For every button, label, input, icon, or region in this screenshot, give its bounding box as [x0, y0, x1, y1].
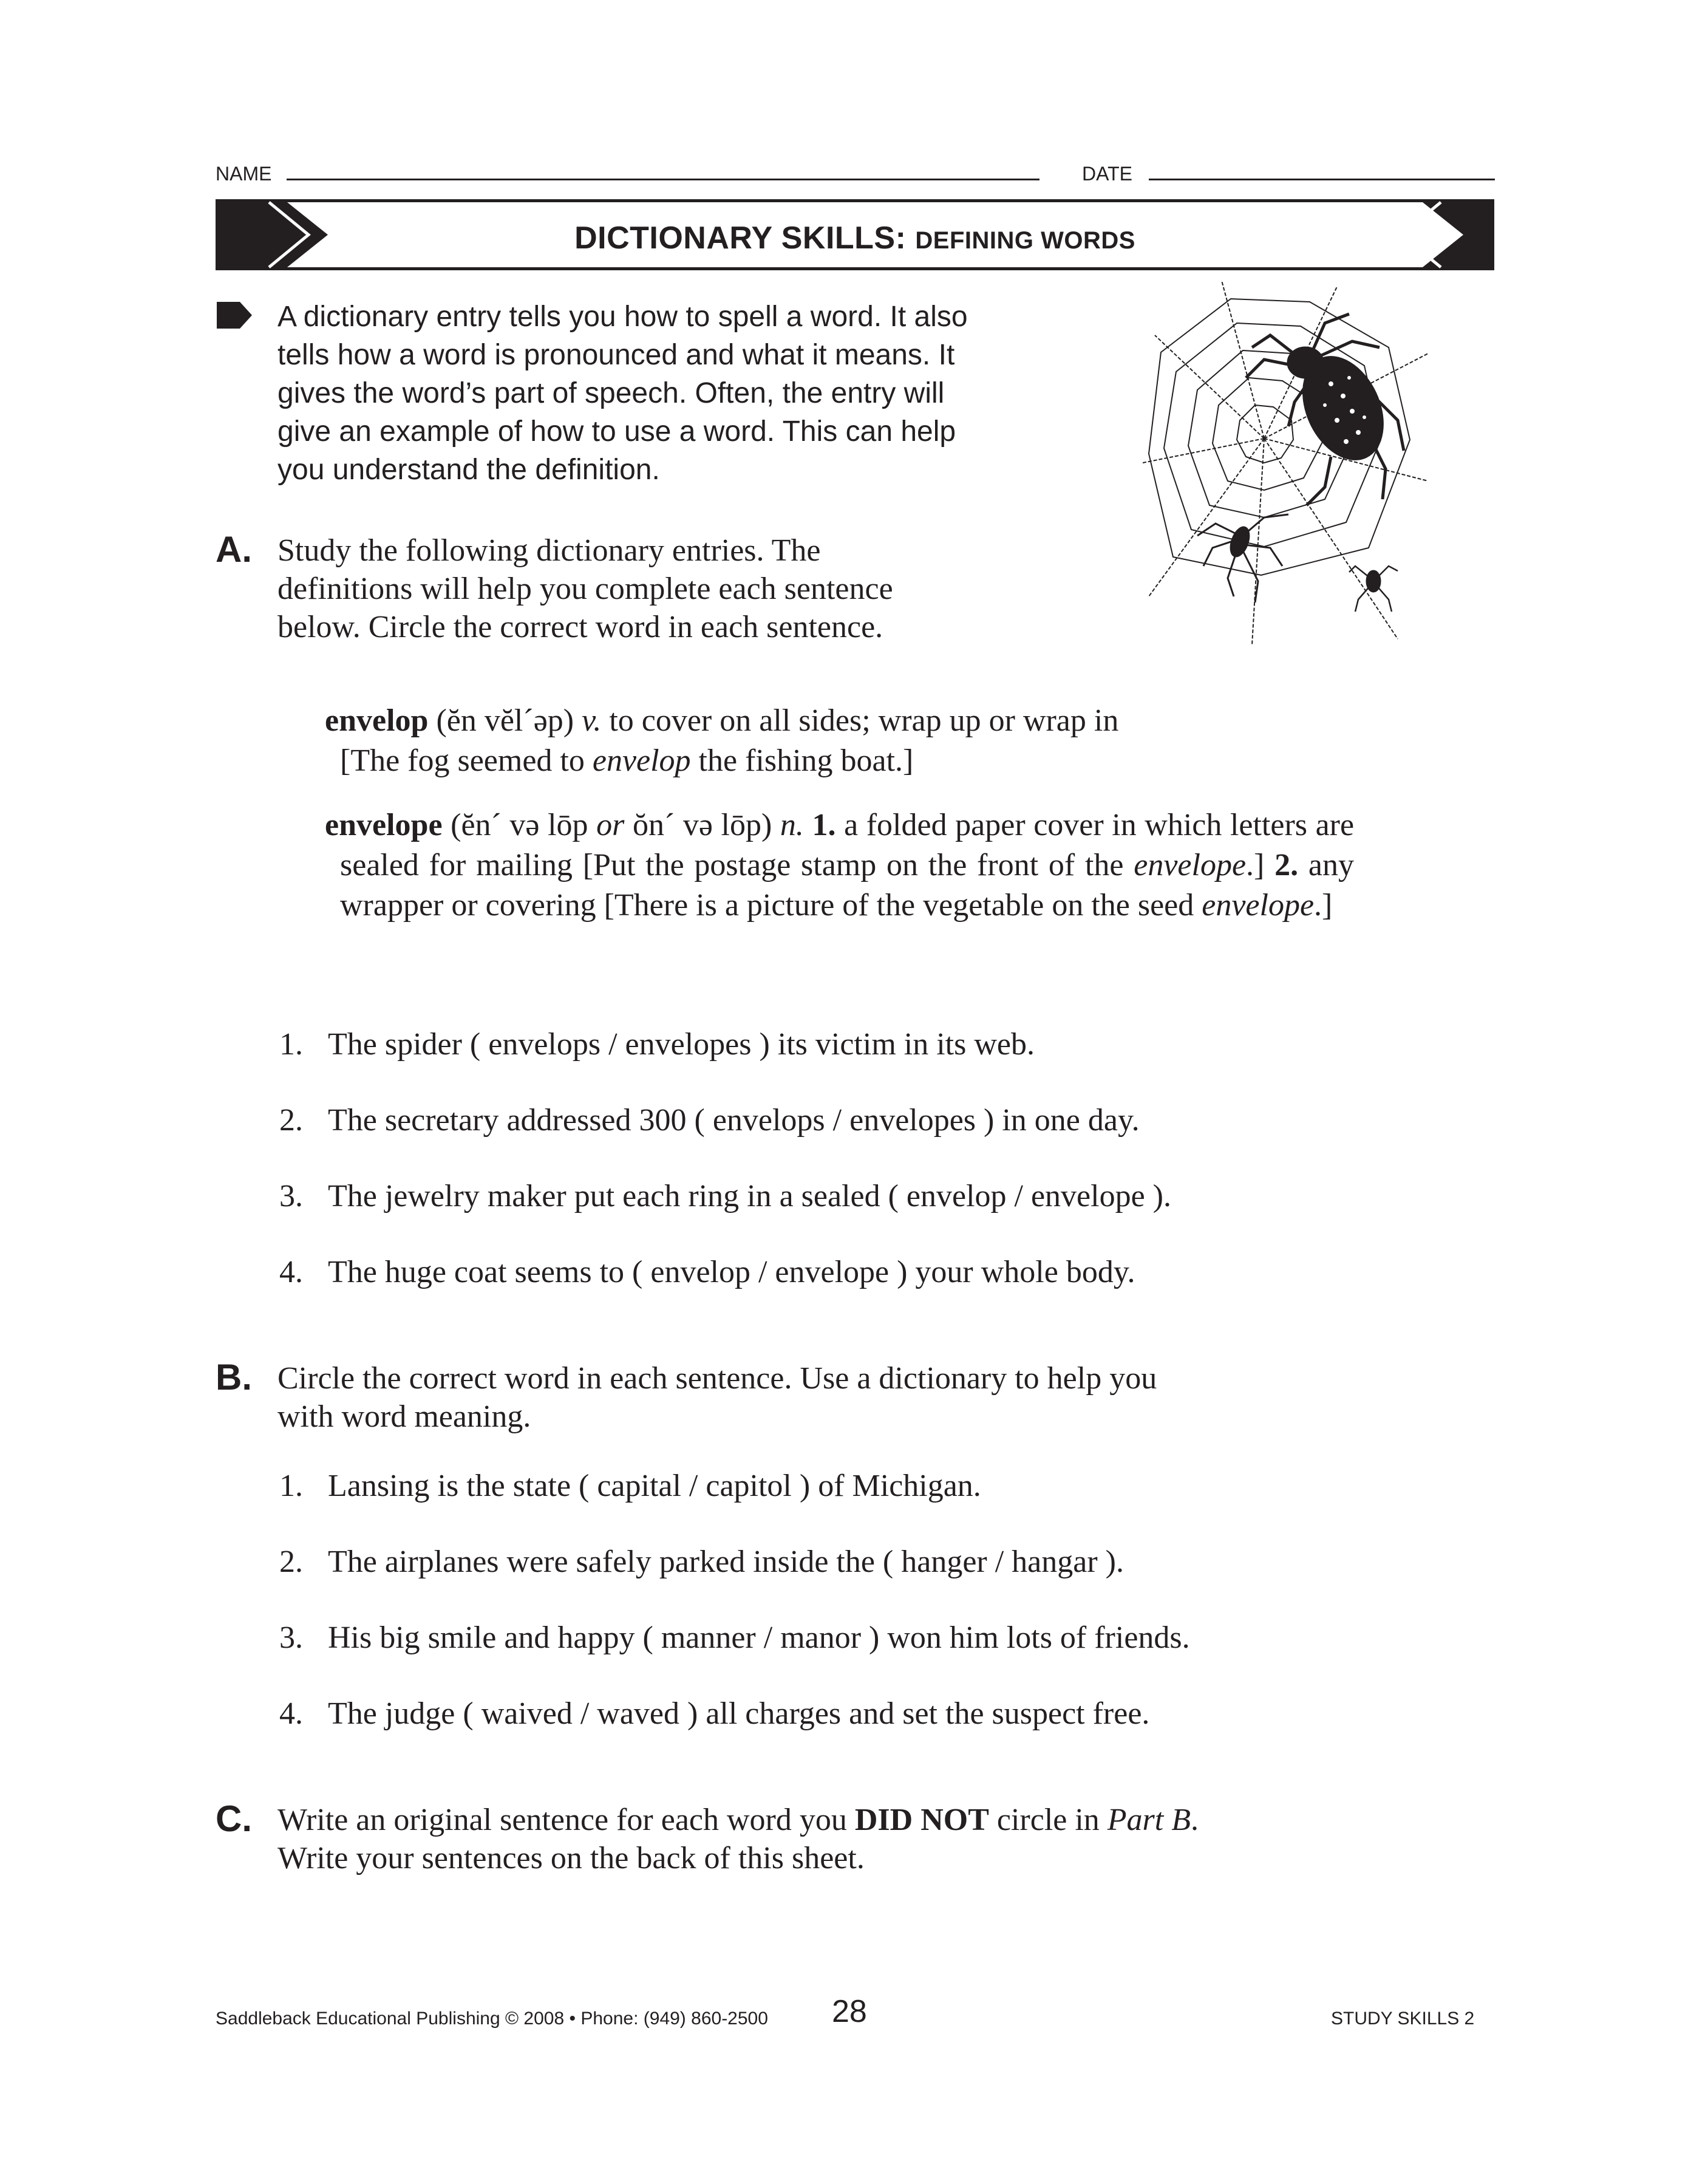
section-a-item-2[interactable]: 2. The secretary addressed 300 ( envelops / envelopes ) in one day. — [279, 1103, 1140, 1138]
section-b-item-4[interactable]: 4. The judge ( waived / waved ) all charges and set the suspect free. — [279, 1696, 1150, 1731]
section-a-item-4[interactable]: 4. The huge coat seems to ( envelop / envelope ) your whole body. — [279, 1255, 1135, 1289]
footer-series: STUDY SKILLS 2 — [1331, 2009, 1475, 2029]
page-number: 28 — [832, 1994, 867, 2029]
section-a-instructions: Study the following dictionary entries. The definitions will help you complete each sentence below. Circle the correct word in each sentence. — [277, 533, 893, 644]
section-a-item-3[interactable]: 3. The jewelry maker put each ring in a sealed ( envelop / envelope ). — [279, 1179, 1171, 1213]
section-b-letter: B. — [216, 1357, 252, 1398]
section-b-item-1[interactable]: 1. Lansing is the state ( capital / capitol ) of Michigan. — [279, 1469, 981, 1503]
dictionary-entry-envelope: envelope (ĕn´ və lōp or ŏn´ və lōp) n. 1. a folded paper cover in which letters are sealed for mailing [Put the postage stamp on the front of the envelope.] 2. any wrapper or covering [There is a picture of the vegetable on the seed envelope.] — [325, 808, 1355, 923]
footer-publisher: Saddleback Educational Publishing © 2008 • Phone: (949) 860-2500 — [216, 2009, 768, 2029]
arrow-bullet-icon — [217, 302, 253, 329]
date-line[interactable] — [1149, 179, 1495, 180]
section-c-letter: C. — [216, 1798, 252, 1839]
section-c-instructions: Write an original sentence for each word you DID NOT circle in Part B. Write your sentences on the back of this sheet. — [277, 1803, 1199, 1876]
date-label: DATE — [1082, 163, 1132, 185]
section-a-letter: A. — [216, 529, 252, 570]
dictionary-entry-envelop: envelop (ĕn vĕl´əp) v. to cover on all sides; wrap up or wrap in [The fog seemed to envelop the fishing boat.] — [325, 703, 1119, 778]
section-b-instructions: Circle the correct word in each sentence. Use a dictionary to help you with word meaning. — [277, 1361, 1157, 1434]
intro-paragraph: A dictionary entry tells you how to spell a word. It also tells how a word is pronounced and what it means. It gives the word’s part of speech. Often, the entry will give an example of how to use a word. This can help you understand the definition. — [277, 301, 968, 486]
page-subtitle: DEFINING WORDS — [915, 227, 1135, 254]
name-line[interactable] — [287, 179, 1039, 180]
title-banner — [216, 199, 1494, 270]
page-title: DICTIONARY SKILLS: DEFINING WORDS — [574, 220, 1135, 256]
spider-web-illustration — [1143, 281, 1434, 645]
section-b-item-2[interactable]: 2. The airplanes were safely parked inside the ( hanger / hangar ). — [279, 1544, 1124, 1579]
section-b-item-3[interactable]: 3. His big smile and happy ( manner / manor ) won him lots of friends. — [279, 1620, 1190, 1655]
section-a-item-1[interactable]: 1. The spider ( envelops / envelopes ) its victim in its web. — [279, 1027, 1035, 1062]
name-label: NAME — [216, 163, 272, 185]
